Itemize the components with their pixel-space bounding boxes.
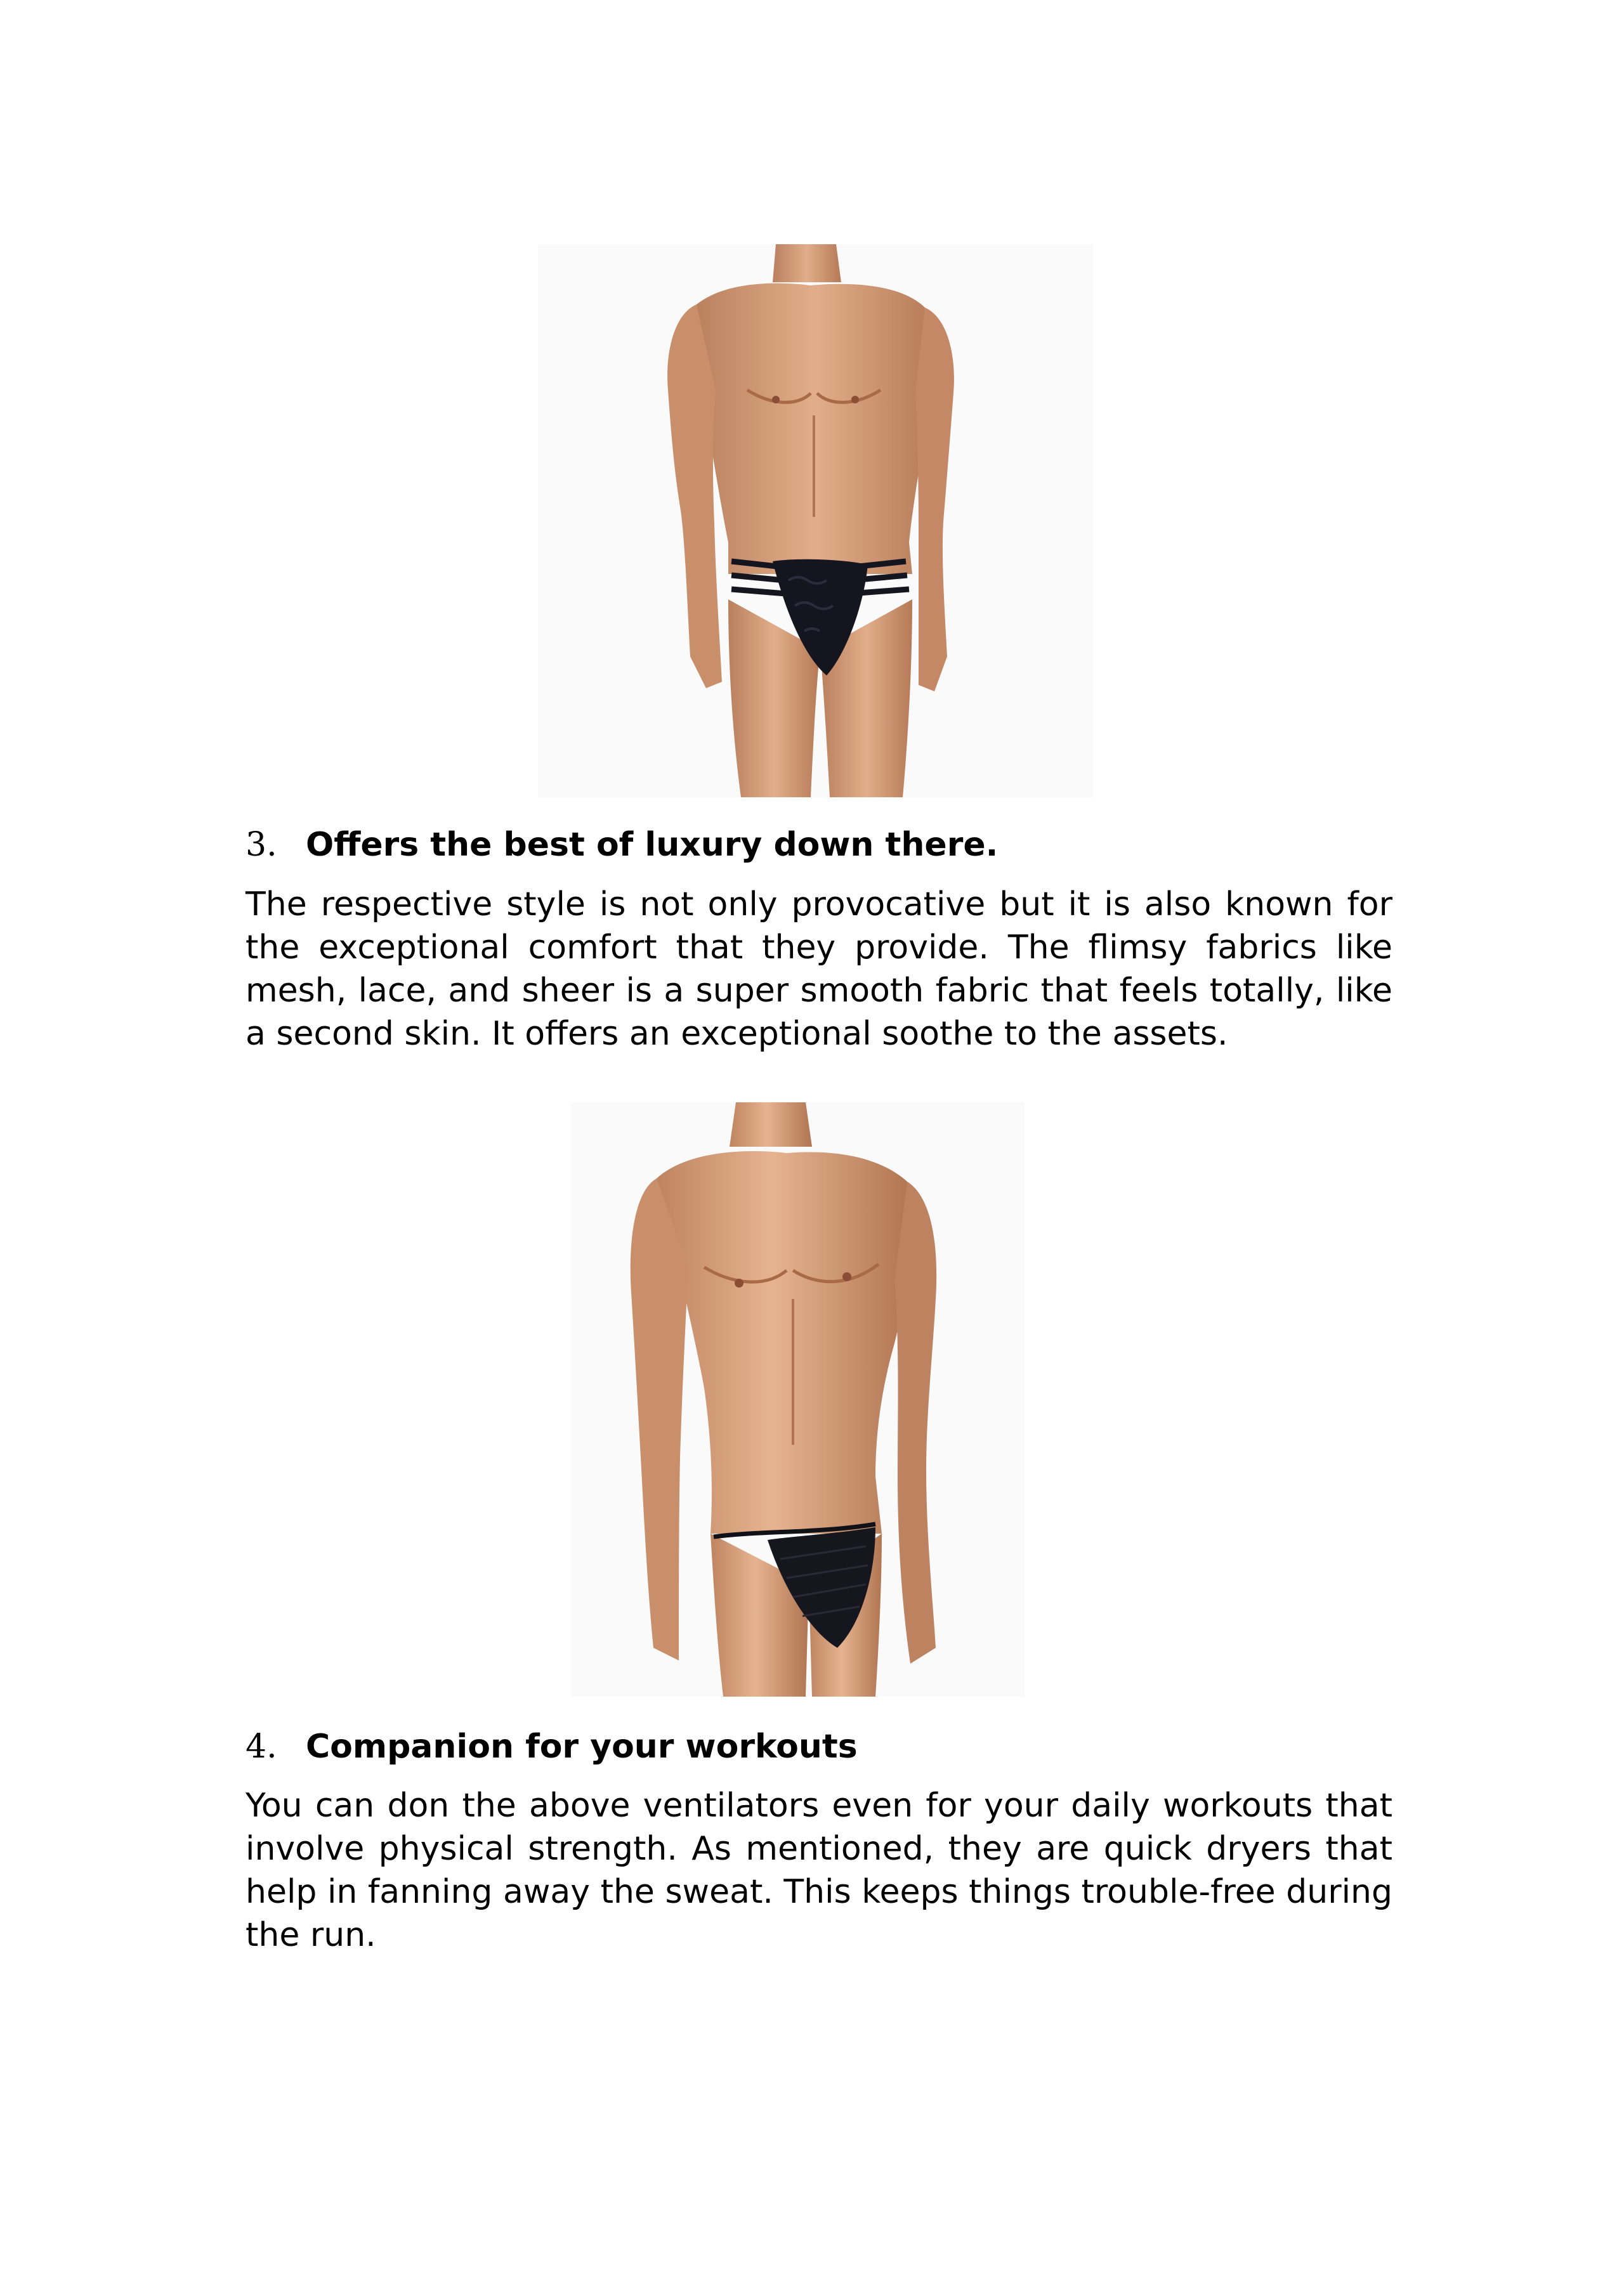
section-heading [246,825,998,865]
product-photo-mesh-pouch [520,1102,1115,1697]
section-title: Offers the best of luxury down there. [306,826,999,864]
section-number: 4. [246,1728,277,1766]
section-paragraph: The respective style is not only provocative but it is also known for the exceptional comfort that they provide. The flimsy fabrics like mesh, lace, and sheer is a super smooth fabric that feels totally, like a second skin. It offers an exceptional soothe to the assets. [246,885,1392,1053]
section-paragraph: You can don the above ventilators even for your daily workouts that involve physical strength. As mentioned, they are quick dryers that help in fanning away the sweat. This keeps things trouble-free during the run. [246,1787,1392,1954]
section-number: 3. [246,826,277,864]
section-heading [246,1726,858,1767]
section-title: Companion for your workouts [306,1728,858,1766]
product-photo-lace-brief [538,244,1093,797]
